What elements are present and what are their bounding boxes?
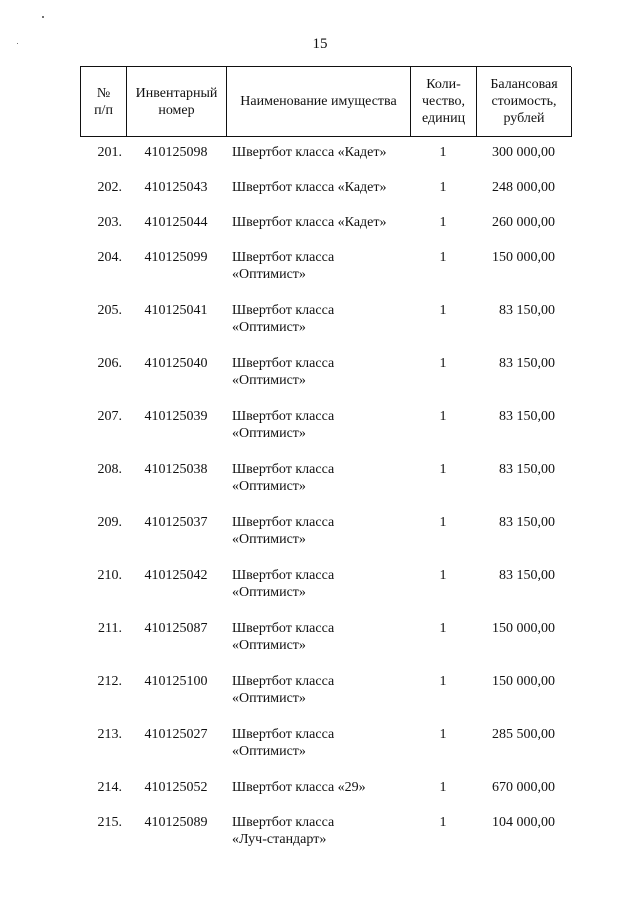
header-cost: Балансовая стоимость, рублей — [477, 67, 572, 137]
balance-cost: 248 000,00 — [492, 180, 555, 195]
row-number: 212. — [97, 674, 122, 689]
table-row — [80, 348, 571, 401]
property-name: Швертбот класса «Оптимист» — [232, 568, 335, 600]
table-row — [80, 172, 571, 207]
inventory-number: 410125039 — [144, 409, 208, 424]
quantity: 1 — [439, 409, 447, 424]
property-name: Швертбот класса «Оптимист» — [232, 462, 335, 494]
balance-cost: 150 000,00 — [492, 674, 555, 689]
quantity: 1 — [439, 215, 447, 230]
table-row — [80, 807, 571, 860]
property-name: Швертбот класса «Луч-стандарт» — [232, 815, 335, 847]
table-row — [80, 401, 571, 454]
balance-cost: 83 150,00 — [499, 568, 555, 583]
balance-cost: 260 000,00 — [492, 215, 555, 230]
inventory-number: 410125098 — [144, 145, 208, 160]
property-name: Швертбот класса «Оптимист» — [232, 515, 335, 547]
quantity: 1 — [439, 180, 447, 195]
header-inventory: Инвентарный номер — [127, 67, 227, 137]
row-number: 202. — [97, 180, 122, 195]
balance-cost: 150 000,00 — [492, 621, 555, 636]
property-name: Швертбот класса «Оптимист» — [232, 250, 335, 282]
table-row — [80, 719, 571, 772]
property-name: Швертбот класса «Оптимист» — [232, 303, 335, 335]
table-row — [80, 560, 571, 613]
row-number: 211. — [98, 621, 122, 636]
property-name: Швертбот класса «Кадет» — [232, 215, 387, 230]
row-number: 207. — [97, 409, 122, 424]
property-name: Швертбот класса «Кадет» — [232, 145, 387, 160]
row-number: 203. — [97, 215, 122, 230]
row-number: 205. — [97, 303, 122, 318]
inventory-number: 410125099 — [144, 250, 208, 265]
inventory-number: 410125040 — [144, 356, 208, 371]
inventory-number: 410125027 — [144, 727, 208, 742]
inventory-number: 410125087 — [144, 621, 208, 636]
row-number: 210. — [97, 568, 122, 583]
property-name: Швертбот класса «Кадет» — [232, 180, 387, 195]
table-row — [80, 207, 571, 242]
row-number: 204. — [97, 250, 122, 265]
quantity: 1 — [439, 815, 447, 830]
quantity: 1 — [439, 515, 447, 530]
inventory-number: 410125089 — [144, 815, 208, 830]
table-row — [80, 242, 571, 295]
table-row — [80, 613, 571, 666]
quantity: 1 — [439, 250, 447, 265]
header-name: Наименование имущества — [227, 67, 411, 137]
table-body — [80, 137, 571, 860]
balance-cost: 150 000,00 — [492, 250, 555, 265]
inventory-number: 410125041 — [144, 303, 208, 318]
quantity: 1 — [439, 462, 447, 477]
inventory-number: 410125042 — [144, 568, 208, 583]
balance-cost: 83 150,00 — [499, 462, 555, 477]
row-number: 214. — [97, 780, 122, 795]
table-row — [80, 454, 571, 507]
balance-cost: 83 150,00 — [499, 515, 555, 530]
row-number: 206. — [97, 356, 122, 371]
balance-cost: 83 150,00 — [499, 356, 555, 371]
inventory-number: 410125037 — [144, 515, 208, 530]
inventory-number: 410125043 — [144, 180, 208, 195]
inventory-number: 410125052 — [144, 780, 208, 795]
header-num: № п/п — [81, 67, 127, 137]
table-row — [80, 666, 571, 719]
quantity: 1 — [439, 674, 447, 689]
inventory-number: 410125044 — [144, 215, 208, 230]
page-number: 15 — [312, 36, 328, 52]
quantity: 1 — [439, 727, 447, 742]
inventory-number: 410125100 — [144, 674, 208, 689]
property-name: Швертбот класса «29» — [232, 780, 366, 795]
quantity: 1 — [439, 303, 447, 318]
row-number: 208. — [97, 462, 122, 477]
balance-cost: 670 000,00 — [492, 780, 555, 795]
balance-cost: 300 000,00 — [492, 145, 555, 160]
balance-cost: 83 150,00 — [499, 409, 555, 424]
quantity: 1 — [439, 356, 447, 371]
property-name: Швертбот класса «Оптимист» — [232, 727, 335, 759]
row-number: 201. — [97, 145, 122, 160]
balance-cost: 285 500,00 — [492, 727, 555, 742]
quantity: 1 — [439, 780, 447, 795]
header-qty: Коли- чество, единиц — [411, 67, 477, 137]
table-row — [80, 295, 571, 348]
property-name: Швертбот класса «Оптимист» — [232, 621, 335, 653]
property-table — [80, 66, 571, 860]
property-name: Швертбот класса «Оптимист» — [232, 409, 335, 441]
table-row — [80, 507, 571, 560]
row-number: 215. — [97, 815, 122, 830]
quantity: 1 — [439, 568, 447, 583]
quantity: 1 — [439, 145, 447, 160]
table-row — [80, 137, 571, 172]
inventory-number: 410125038 — [144, 462, 208, 477]
quantity: 1 — [439, 621, 447, 636]
table-header — [80, 66, 571, 137]
balance-cost: 83 150,00 — [499, 303, 555, 318]
property-name: Швертбот класса «Оптимист» — [232, 674, 335, 706]
row-number: 209. — [97, 515, 122, 530]
row-number: 213. — [97, 727, 122, 742]
table-row — [80, 772, 571, 807]
scan-speck — [42, 16, 44, 18]
property-name: Швертбот класса «Оптимист» — [232, 356, 335, 388]
balance-cost: 104 000,00 — [492, 815, 555, 830]
